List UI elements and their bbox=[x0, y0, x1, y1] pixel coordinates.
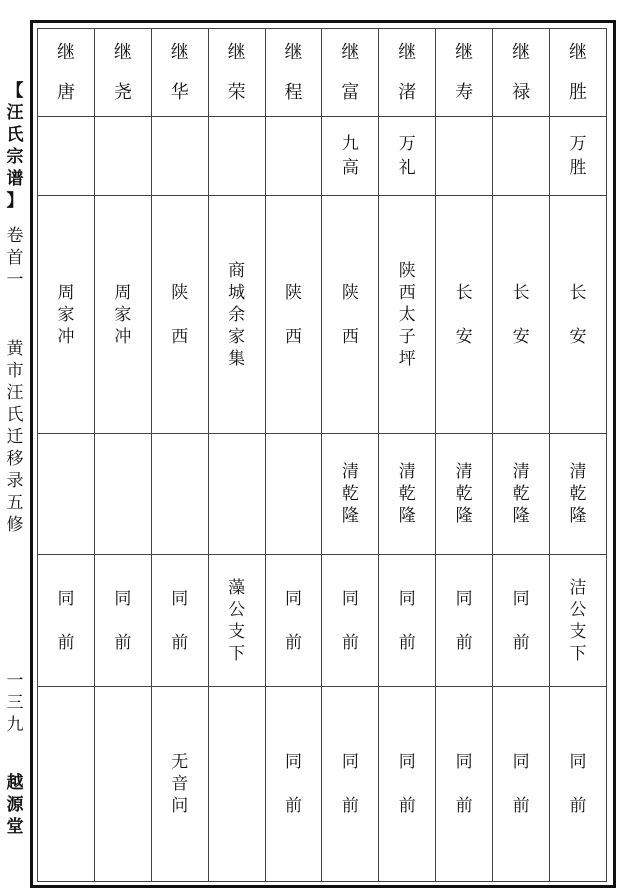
cell-era bbox=[322, 434, 379, 555]
place-text: 陕 西 bbox=[341, 282, 359, 347]
cell-branch bbox=[265, 555, 322, 687]
cell-branch bbox=[436, 555, 493, 687]
cell-place bbox=[550, 196, 607, 434]
name-text: 继 胜 bbox=[569, 41, 587, 103]
alias-text: 万 礼 bbox=[398, 134, 416, 178]
cell-name bbox=[265, 29, 322, 117]
branch-text: 同 前 bbox=[285, 588, 302, 653]
cell-branch bbox=[322, 555, 379, 687]
cell-era bbox=[265, 434, 322, 555]
cell-name bbox=[322, 29, 379, 117]
cell-place bbox=[379, 196, 436, 434]
genealogy-title bbox=[3, 80, 27, 212]
cell-name bbox=[38, 29, 95, 117]
title-bracket-open: 【 bbox=[6, 81, 24, 101]
cell-place bbox=[151, 196, 208, 434]
cell-note bbox=[493, 687, 550, 882]
place-text: 陕 西 bbox=[285, 282, 302, 347]
cell-alias bbox=[265, 117, 322, 196]
note-text: 同 前 bbox=[285, 752, 302, 816]
title-bracket-close: 】 bbox=[6, 191, 24, 211]
note-text: 同 前 bbox=[398, 752, 416, 816]
cell-note bbox=[151, 687, 208, 882]
cell-name bbox=[493, 29, 550, 117]
place-text: 周 家 冲 bbox=[57, 282, 75, 347]
note-text: 同 前 bbox=[569, 752, 587, 816]
cell-name bbox=[94, 29, 151, 117]
cell-branch bbox=[208, 555, 265, 687]
row-alias bbox=[38, 117, 607, 196]
note-text: 同 前 bbox=[455, 752, 473, 816]
cell-place bbox=[94, 196, 151, 434]
place-text: 陕 西 太 子 坪 bbox=[398, 260, 416, 369]
cell-name bbox=[436, 29, 493, 117]
row-era bbox=[38, 434, 607, 555]
cell-alias bbox=[436, 117, 493, 196]
cell-era bbox=[208, 434, 265, 555]
cell-note bbox=[379, 687, 436, 882]
cell-name bbox=[208, 29, 265, 117]
era-text: 清 乾 隆 bbox=[512, 462, 530, 526]
name-text: 继 寿 bbox=[455, 41, 474, 103]
cell-era bbox=[379, 434, 436, 555]
name-text: 继 渚 bbox=[398, 41, 417, 103]
cell-place bbox=[493, 196, 550, 434]
title-text: 汪 氏 宗 谱 bbox=[6, 103, 24, 189]
cell-name bbox=[151, 29, 208, 117]
cell-branch bbox=[151, 555, 208, 687]
branch-text: 同 前 bbox=[455, 588, 473, 653]
genealogy-table bbox=[37, 28, 607, 882]
cell-note bbox=[265, 687, 322, 882]
volume-label: 卷 首 一 bbox=[6, 226, 24, 290]
place-text: 商 城 余 家 集 bbox=[228, 260, 246, 369]
cell-note bbox=[208, 687, 265, 882]
cell-alias bbox=[38, 117, 95, 196]
place-text: 陕 西 bbox=[171, 282, 189, 347]
branch-text: 同 前 bbox=[57, 588, 75, 653]
name-text: 继 荣 bbox=[227, 41, 246, 103]
name-text: 继 唐 bbox=[56, 41, 75, 103]
cell-alias bbox=[550, 117, 607, 196]
cell-branch bbox=[94, 555, 151, 687]
cell-place bbox=[208, 196, 265, 434]
name-text: 继 尧 bbox=[113, 41, 132, 103]
era-text: 清 乾 隆 bbox=[455, 462, 473, 526]
cell-alias bbox=[208, 117, 265, 196]
place-text: 周 家 冲 bbox=[114, 282, 132, 347]
cell-alias bbox=[94, 117, 151, 196]
cell-era bbox=[94, 434, 151, 555]
branch-text: 同 前 bbox=[114, 588, 132, 653]
place-text: 长 安 bbox=[455, 282, 473, 347]
left-margin bbox=[0, 0, 30, 889]
place-text: 长 安 bbox=[512, 282, 530, 347]
branch-text: 藻 公 支 下 bbox=[228, 577, 246, 664]
row-note bbox=[38, 687, 607, 882]
cell-era bbox=[151, 434, 208, 555]
place-text: 长 安 bbox=[569, 282, 587, 347]
note-text: 同 前 bbox=[512, 752, 530, 816]
name-text: 继 华 bbox=[170, 41, 189, 103]
cell-alias bbox=[322, 117, 379, 196]
name-text: 继 富 bbox=[341, 41, 360, 103]
hall-name: 越 源 堂 bbox=[6, 773, 24, 837]
alias-text: 万 胜 bbox=[569, 134, 587, 178]
cell-name bbox=[379, 29, 436, 117]
cell-branch bbox=[379, 555, 436, 687]
cell-place bbox=[265, 196, 322, 434]
cell-note bbox=[38, 687, 95, 882]
branch-text: 同 前 bbox=[512, 588, 530, 653]
branch-text: 洁 公 支 下 bbox=[569, 577, 587, 664]
era-text: 清 乾 隆 bbox=[398, 462, 416, 526]
row-branch bbox=[38, 555, 607, 687]
cell-era bbox=[436, 434, 493, 555]
cell-note bbox=[322, 687, 379, 882]
note-text: 同 前 bbox=[341, 752, 359, 816]
era-text: 清 乾 隆 bbox=[341, 462, 359, 526]
name-text: 继 程 bbox=[284, 41, 303, 103]
note-text: 无 音 问 bbox=[171, 752, 189, 816]
cell-era bbox=[38, 434, 95, 555]
name-text: 继 禄 bbox=[512, 41, 531, 103]
branch-text: 同 前 bbox=[341, 588, 359, 653]
cell-era bbox=[493, 434, 550, 555]
row-place bbox=[38, 196, 607, 434]
row-name bbox=[38, 29, 607, 117]
cell-place bbox=[322, 196, 379, 434]
cell-place bbox=[38, 196, 95, 434]
alias-text: 九 高 bbox=[341, 134, 359, 178]
cell-place bbox=[436, 196, 493, 434]
cell-note bbox=[436, 687, 493, 882]
branch-text: 同 前 bbox=[398, 588, 416, 653]
cell-branch bbox=[38, 555, 95, 687]
cell-name bbox=[550, 29, 607, 117]
cell-alias bbox=[151, 117, 208, 196]
cell-branch bbox=[550, 555, 607, 687]
cell-era bbox=[550, 434, 607, 555]
cell-alias bbox=[493, 117, 550, 196]
record-subtitle: 黄 市 汪 氏 迁 移 录 五 修 bbox=[6, 339, 24, 535]
cell-branch bbox=[493, 555, 550, 687]
branch-text: 同 前 bbox=[171, 588, 189, 653]
cell-alias bbox=[379, 117, 436, 196]
era-text: 清 乾 隆 bbox=[569, 462, 587, 526]
page-number: 一 三 九 bbox=[6, 671, 24, 735]
cell-note bbox=[550, 687, 607, 882]
cell-note bbox=[94, 687, 151, 882]
